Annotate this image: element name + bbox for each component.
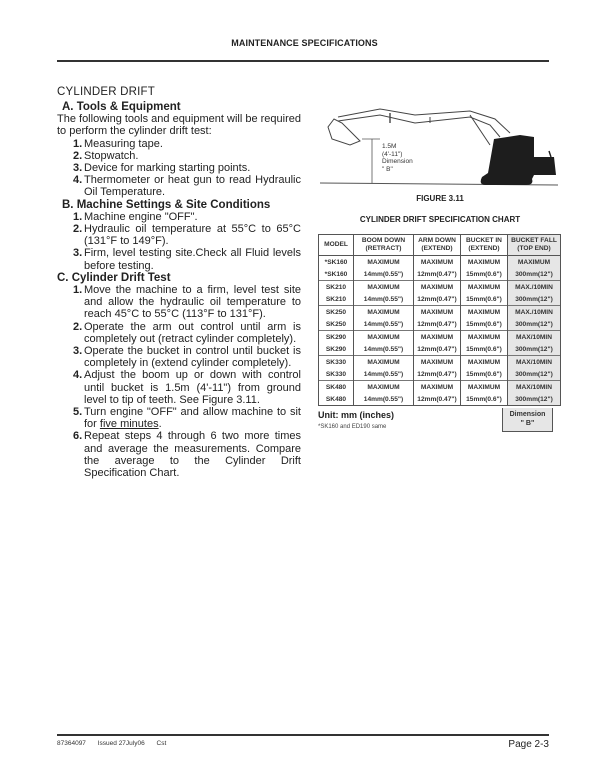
dimension-label: Dimension [509, 411, 546, 418]
item-number: 3. [73, 345, 83, 358]
item-number: 4. [73, 174, 83, 187]
list-item [57, 406, 301, 430]
cell-boom-down: MAXIMUM [354, 281, 414, 294]
footer-rule [57, 734, 549, 736]
cell-model: SK250 [319, 306, 354, 319]
tools-intro: The following tools and equipment will be required to perform the cylinder drift test: [57, 113, 301, 138]
cell-model: *SK160 [319, 268, 354, 281]
cell-arm-down: MAXIMUM [414, 281, 461, 294]
item-number: 1. [73, 284, 83, 297]
cell-arm-down: 12mm(0.47") [414, 293, 461, 306]
item-number: 1. [73, 137, 83, 150]
cell-bucket-fall: 300mm(12") [508, 293, 561, 306]
list-item [57, 321, 301, 345]
cell-bucket-in: MAXIMUM [461, 256, 508, 269]
cell-bucket-fall: 300mm(12") [508, 268, 561, 281]
cell-bucket-fall: 300mm(12") [508, 343, 561, 356]
table-row [319, 331, 561, 344]
underlined-duration: five minutes [99, 418, 159, 431]
col-header-model: MODEL [319, 235, 354, 256]
drift-spec-table [318, 234, 561, 406]
item-number: 3. [73, 162, 83, 175]
footer-info [57, 740, 176, 747]
boom-outline-lower [338, 115, 500, 137]
footer-code: Cst [156, 740, 167, 747]
cell-boom-down: MAXIMUM [354, 381, 414, 394]
test-list [57, 284, 301, 479]
item-text: Operate the bucket in control until bucket is completely in (extend cylinder completely). [84, 345, 301, 370]
excavator-illustration [320, 105, 560, 189]
list-item [57, 284, 301, 321]
cell-arm-down: MAXIMUM [414, 306, 461, 319]
cell-bucket-fall: MAX/10MIN [508, 381, 561, 394]
table-row [319, 381, 561, 394]
tools-list [57, 138, 301, 199]
list-item [57, 138, 301, 150]
cell-model: SK330 [319, 356, 354, 369]
page-header-title: MAINTENANCE SPECIFICATIONS [231, 38, 378, 48]
table-body [319, 256, 561, 406]
col-header-arm-down: ARM DOWN (EXTEND) [414, 235, 461, 256]
cell-bucket-fall: MAX./10MIN [508, 281, 561, 294]
item-number: 2. [73, 223, 83, 236]
settings-heading: B. Machine Settings & Site Conditions [62, 198, 271, 211]
table-row [319, 356, 561, 369]
figure-caption: FIGURE 3.11 [416, 194, 464, 203]
cell-bucket-fall: MAX/10MIN [508, 331, 561, 344]
figure-label-height: 1.5M [382, 143, 397, 150]
col-header-boom-down: BOOM DOWN (RETRACT) [354, 235, 414, 256]
procedure-column [57, 101, 301, 479]
item-number: 2. [73, 320, 83, 333]
cell-boom-down: 14mm(0.55") [354, 368, 414, 381]
item-text: Operate the arm out control until arm is completely out (retract cylinder completely). [84, 320, 301, 345]
header-rule [57, 60, 549, 62]
cell-arm-down: 12mm(0.47") [414, 368, 461, 381]
issue-date: Issued 27July06 [97, 740, 145, 747]
cell-bucket-in: 15mm(0.6") [461, 293, 508, 306]
item-text: Hydraulic oil temperature at 55°C to 65°C (131°F to 149°F). [84, 223, 301, 248]
list-item [57, 369, 301, 406]
list-item [57, 150, 301, 162]
cell-model: SK480 [319, 393, 354, 406]
item-text: Thermometer or heat gun to read Hydraulic Oil Temperature. [84, 174, 301, 199]
cell-boom-down: MAXIMUM [354, 331, 414, 344]
cell-bucket-fall: MAX./10MIN [508, 306, 561, 319]
table-row [319, 343, 561, 356]
item-number: 1. [73, 210, 83, 223]
table-row [319, 293, 561, 306]
cell-arm-down: 12mm(0.47") [414, 268, 461, 281]
cell-bucket-in: 15mm(0.6") [461, 368, 508, 381]
exhaust-stack [549, 151, 551, 157]
page-number: Page 2-3 [508, 739, 549, 750]
unit-label: Unit: mm (inches) [318, 410, 395, 420]
bucket-outline [328, 119, 360, 145]
list-item [57, 430, 301, 479]
cell-model: SK210 [319, 281, 354, 294]
cell-boom-down: 14mm(0.55") [354, 318, 414, 331]
cell-model: SK210 [319, 293, 354, 306]
cell-arm-down: MAXIMUM [414, 256, 461, 269]
figure-label-imperial: (4'-11") [382, 150, 403, 158]
item-number: 4. [73, 369, 83, 382]
cell-bucket-in: MAXIMUM [461, 306, 508, 319]
cell-arm-down: 12mm(0.47") [414, 393, 461, 406]
item-text: Stopwatch. [84, 149, 139, 162]
section-title: CYLINDER DRIFT [57, 86, 156, 98]
item-text: Move the machine to a firm, level test site and allow the hydraulic oil temperature to reach 45°C to 55°C (113°F to 131°F). [84, 284, 301, 321]
item-number: 2. [73, 149, 83, 162]
list-item [57, 223, 301, 247]
item-text: Adjust the boom up or down with control until bucket is 1.5m (4'-11") from ground level to tip of teeth. See Figure 3.11. [84, 369, 301, 406]
table-row [319, 268, 561, 281]
cell-model: SK250 [319, 318, 354, 331]
cell-bucket-in: 15mm(0.6") [461, 268, 508, 281]
list-item [57, 162, 301, 174]
tools-heading: A. Tools & Equipment [62, 101, 181, 113]
boom-outline [338, 109, 510, 133]
cell-boom-down: 14mm(0.55") [354, 343, 414, 356]
cell-bucket-in: 15mm(0.6") [461, 393, 508, 406]
dimension-letter: " B" [520, 420, 535, 427]
test-heading: C. Cylinder Drift Test [57, 271, 171, 284]
list-item [57, 211, 301, 223]
cell-boom-down: MAXIMUM [354, 356, 414, 369]
item-text: Firm, level testing site.Check all Fluid levels before testing. [84, 247, 301, 272]
cell-bucket-in: MAXIMUM [461, 281, 508, 294]
item-text: Repeat steps 4 through 6 two more times and average the measurements. Compare the average to the Cylinder Drift Specification Chart. [84, 430, 301, 480]
cell-bucket-in: MAXIMUM [461, 381, 508, 394]
item-text: Machine engine "OFF". [84, 210, 198, 223]
figure-label-b: " B" [382, 165, 393, 173]
cell-bucket-fall: MAXIMUM [508, 256, 561, 269]
item-text-end: . [158, 418, 162, 431]
cell-bucket-in: MAXIMUM [461, 331, 508, 344]
list-item [57, 247, 301, 271]
table-header-row [319, 235, 561, 256]
col-header-bucket-in: BUCKET IN (EXTEND) [461, 235, 508, 256]
cell-boom-down: 14mm(0.55") [354, 393, 414, 406]
figure-label-dimension: Dimension [382, 158, 413, 165]
cell-bucket-in: MAXIMUM [461, 356, 508, 369]
table-footnote: *SK160 and ED190 same [318, 424, 387, 430]
cell-arm-down: MAXIMUM [414, 356, 461, 369]
table-row [319, 368, 561, 381]
cell-arm-down: MAXIMUM [414, 331, 461, 344]
excavator-body [481, 135, 556, 185]
cell-bucket-in: 15mm(0.6") [461, 343, 508, 356]
cell-model: SK480 [319, 381, 354, 394]
cell-bucket-fall: 300mm(12") [508, 368, 561, 381]
cell-boom-down: 14mm(0.55") [354, 293, 414, 306]
settings-list [57, 211, 301, 272]
item-text: Measuring tape. [84, 137, 163, 150]
table-row [319, 256, 561, 269]
cell-bucket-fall: 300mm(12") [508, 318, 561, 331]
table-row [319, 306, 561, 319]
cell-arm-down: MAXIMUM [414, 381, 461, 394]
cell-bucket-fall: MAX/10MIN [508, 356, 561, 369]
cell-model: SK290 [319, 331, 354, 344]
cell-model: SK290 [319, 343, 354, 356]
item-number: 6. [73, 430, 83, 443]
cell-boom-down: MAXIMUM [354, 306, 414, 319]
cell-model: *SK160 [319, 256, 354, 269]
item-text: Device for marking starting points. [84, 162, 251, 175]
cell-arm-down: 12mm(0.47") [414, 318, 461, 331]
cell-bucket-fall: 300mm(12") [508, 393, 561, 406]
boom-cylinder [470, 115, 490, 145]
cell-arm-down: 12mm(0.47") [414, 343, 461, 356]
table-row [319, 393, 561, 406]
table-row [319, 318, 561, 331]
item-text: Turn engine "OFF" and allow machine to sit for [84, 406, 301, 431]
chart-title: CYLINDER DRIFT SPECIFICATION CHART [359, 215, 521, 224]
table-row [319, 281, 561, 294]
excavator-figure [320, 105, 560, 189]
col-header-bucket-fall: BUCKET FALL (TOP END) [508, 235, 561, 256]
item-number: 5. [73, 406, 83, 419]
dimension-b-box [502, 408, 553, 432]
figure-dimension-label [382, 143, 413, 173]
list-item [57, 174, 301, 198]
cell-bucket-in: 15mm(0.6") [461, 318, 508, 331]
item-number: 3. [73, 247, 83, 260]
cell-model: SK330 [319, 368, 354, 381]
list-item [57, 345, 301, 369]
cell-boom-down: 14mm(0.55") [354, 268, 414, 281]
doc-number: 87364097 [57, 740, 86, 747]
cell-boom-down: MAXIMUM [354, 256, 414, 269]
